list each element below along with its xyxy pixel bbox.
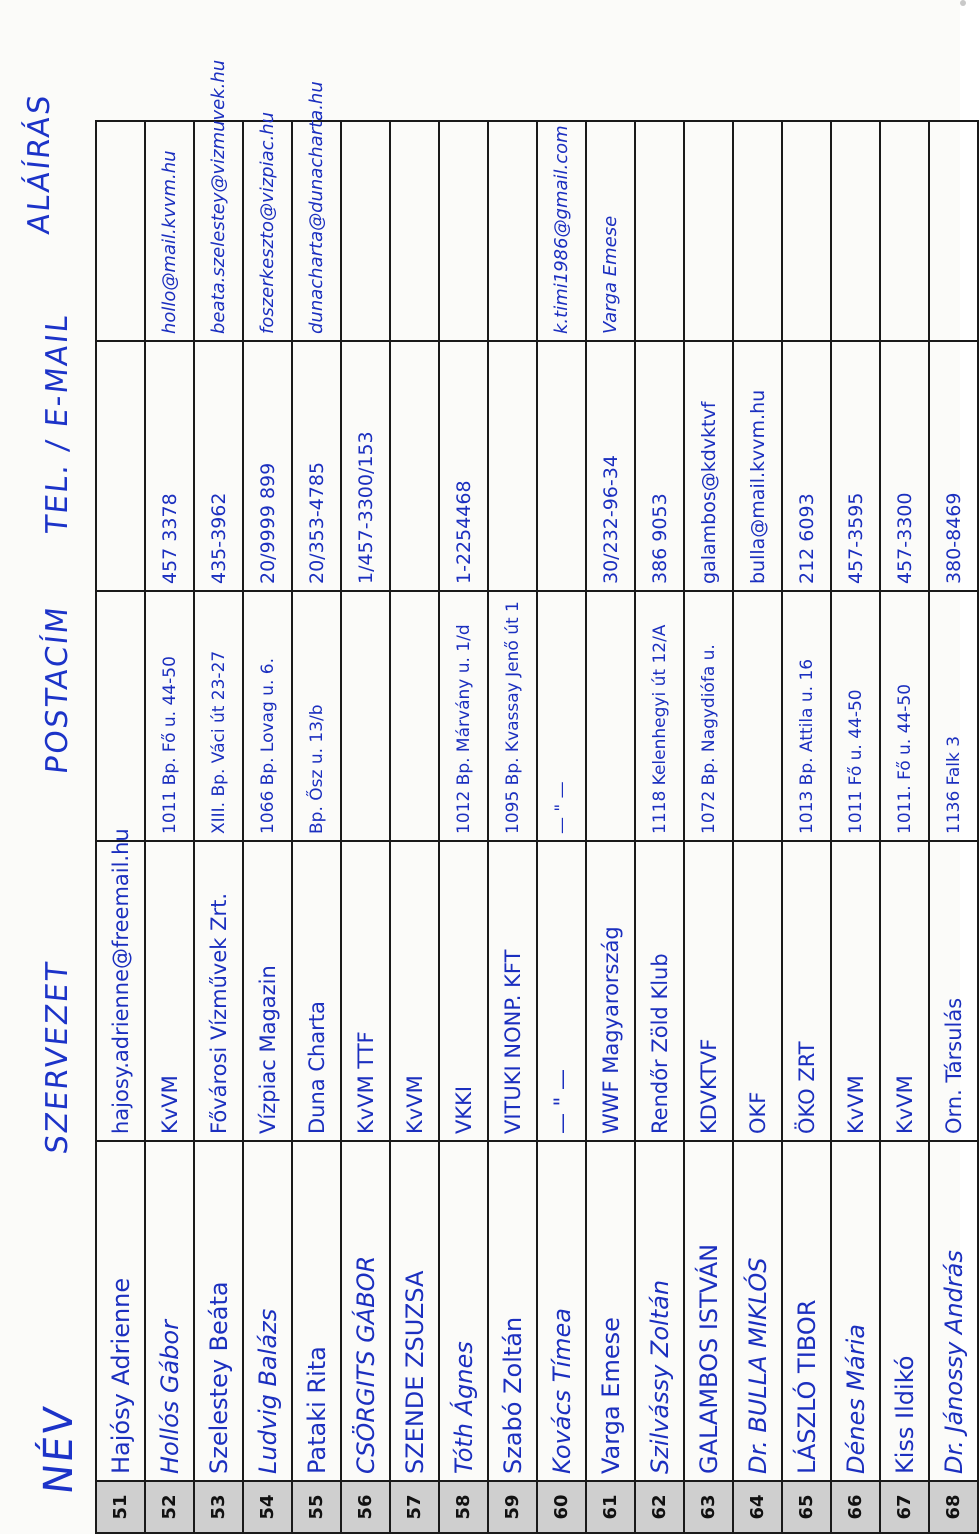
table-row: [733, 121, 782, 1533]
table-row: [194, 121, 243, 1533]
row-number: 57: [390, 1481, 439, 1533]
row-name: Ludvig Balázs: [243, 1141, 292, 1481]
row-signature: [341, 121, 390, 341]
row-name: Varga Emese: [586, 1141, 635, 1481]
row-tel: 1-2254468: [439, 341, 488, 591]
row-signature: [684, 121, 733, 341]
row-signature: k.timi1986@gmail.com: [537, 121, 586, 341]
row-address: 1066 Bp. Lovag u. 6.: [243, 591, 292, 841]
row-address: XIII. Bp. Váci út 23-27: [194, 591, 243, 841]
table-row: [96, 121, 145, 1533]
row-name: Szelestey Beáta: [194, 1141, 243, 1481]
row-tel: [96, 341, 145, 591]
row-number: 55: [292, 1481, 341, 1533]
row-organization: KvVM TTF: [341, 841, 390, 1141]
row-signature: [488, 121, 537, 341]
row-number: 62: [635, 1481, 684, 1533]
row-tel: 457-3300: [880, 341, 929, 591]
row-signature: [439, 121, 488, 341]
row-name: CSÖRGITS GÁBOR: [341, 1141, 390, 1481]
row-name: SZENDE ZSUZSA: [390, 1141, 439, 1481]
table-row: [831, 121, 880, 1533]
table-row: [537, 121, 586, 1533]
row-tel: 20/9999 899: [243, 341, 292, 591]
row-address: 1011. Fő u. 44-50: [880, 591, 929, 841]
table-row: [635, 121, 684, 1533]
row-tel: 386 9053: [635, 341, 684, 591]
row-name: Pataki Rita: [292, 1141, 341, 1481]
row-tel: 30/232-96-34: [586, 341, 635, 591]
row-name: Dr. BULLA MIKLÓS: [733, 1141, 782, 1481]
row-number: 60: [537, 1481, 586, 1533]
row-tel: bulla@mail.kvvm.hu: [733, 341, 782, 591]
row-number: 67: [880, 1481, 929, 1533]
row-signature: [635, 121, 684, 341]
table-row: [782, 121, 831, 1533]
row-name: Szilvássy Zoltán: [635, 1141, 684, 1481]
row-signature: [782, 121, 831, 341]
row-organization: KvVM: [390, 841, 439, 1141]
row-address: 1013 Bp. Attila u. 16: [782, 591, 831, 841]
roster-table: [95, 59, 979, 1534]
row-address: — " —: [537, 591, 586, 841]
row-signature: foszerkeszto@vizpiac.hu: [243, 121, 292, 341]
row-name: Dénes Mária: [831, 1141, 880, 1481]
row-number: 64: [733, 1481, 782, 1533]
row-signature: hollo@mail.kvvm.hu: [145, 121, 194, 341]
row-address: [390, 591, 439, 841]
row-address: Bp. Ősz u. 13/b: [292, 591, 341, 841]
table-row: [488, 121, 537, 1533]
row-organization: — " —: [537, 841, 586, 1141]
row-signature: Varga Emese: [586, 121, 635, 341]
row-number: 54: [243, 1481, 292, 1533]
row-address: 1012 Bp. Márvány u. 1/d: [439, 591, 488, 841]
row-number: 53: [194, 1481, 243, 1533]
row-address: 1118 Kelenhegyi út 12/A: [635, 591, 684, 841]
row-signature: [831, 121, 880, 341]
row-organization: Orn. Társulás: [929, 841, 978, 1141]
table-row: [586, 121, 635, 1533]
roster-body: [96, 59, 978, 1533]
table-row: [390, 121, 439, 1533]
row-signature: [929, 121, 978, 341]
header-address: POSTACÍM: [40, 603, 75, 776]
row-signature: [390, 121, 439, 341]
table-row: [929, 121, 978, 1533]
table-row: [439, 121, 488, 1533]
table-row: [145, 121, 194, 1533]
row-number: 58: [439, 1481, 488, 1533]
row-signature: [733, 121, 782, 341]
row-signature: dunacharta@dunacharta.hu: [292, 121, 341, 341]
header-tel-email: TEL. / E-MAIL: [40, 311, 75, 536]
row-address: 1011 Bp. Fő u. 44-50: [145, 591, 194, 841]
table-row: [243, 121, 292, 1533]
row-number: 52: [145, 1481, 194, 1533]
row-name: Dr. Jánossy András: [929, 1141, 978, 1481]
row-tel: 380-8469: [929, 341, 978, 591]
row-organization: KvVM: [145, 841, 194, 1141]
row-organization: WWF Magyarország: [586, 841, 635, 1141]
row-signature: [96, 121, 145, 341]
header-organization: SZERVEZET: [40, 959, 75, 1156]
row-signature: [880, 121, 929, 341]
row-organization: Fővárosi Vízművek Zrt.: [194, 841, 243, 1141]
row-organization: Vízpiac Magazin: [243, 841, 292, 1141]
header-name: NÉV: [36, 1403, 82, 1497]
row-address: [733, 591, 782, 841]
row-name: Kiss Ildikó: [880, 1141, 929, 1481]
row-address: [96, 591, 145, 841]
row-address: 1136 Falk 3: [929, 591, 978, 841]
row-number: 61: [586, 1481, 635, 1533]
row-organization: KDVKTVF: [684, 841, 733, 1141]
row-name: GALAMBOS ISTVÁN: [684, 1141, 733, 1481]
table-row: [684, 121, 733, 1533]
header-signature: ALÁÍRÁS: [22, 91, 57, 236]
row-number: 56: [341, 1481, 390, 1533]
row-signature: beata.szelestey@vizmuvek.hu: [194, 121, 243, 341]
row-name: Hollós Gábor: [145, 1141, 194, 1481]
row-number: 51: [96, 1481, 145, 1533]
row-name: LÁSZLÓ TIBOR: [782, 1141, 831, 1481]
row-number: 59: [488, 1481, 537, 1533]
row-tel: galambos@kdvktvf: [684, 341, 733, 591]
row-organization: hajosy.adrienne@freemail.hu: [96, 841, 145, 1141]
row-number: 63: [684, 1481, 733, 1533]
row-name: Szabó Zoltán: [488, 1141, 537, 1481]
table-row: [341, 121, 390, 1533]
row-tel: 212 6093: [782, 341, 831, 591]
row-tel: 457 3378: [145, 341, 194, 591]
table-row: [880, 121, 929, 1533]
row-organization: OKF: [733, 841, 782, 1141]
row-number: 65: [782, 1481, 831, 1533]
row-address: [341, 591, 390, 841]
row-tel: [390, 341, 439, 591]
row-name: Kovács Tímea: [537, 1141, 586, 1481]
row-number: 68: [929, 1481, 978, 1533]
table-row: [292, 121, 341, 1533]
row-tel: [537, 341, 586, 591]
row-address: 1011 Fő u. 44-50: [831, 591, 880, 841]
row-tel: 435-3962: [194, 341, 243, 591]
row-organization: KvVM: [831, 841, 880, 1141]
row-name: Hajósy Adrienne: [96, 1141, 145, 1481]
row-tel: [488, 341, 537, 591]
row-tel: 1/457-3300/153: [341, 341, 390, 591]
row-organization: Duna Charta: [292, 841, 341, 1141]
row-name: Tóth Ágnes: [439, 1141, 488, 1481]
row-organization: Rendőr Zöld Klub: [635, 841, 684, 1141]
row-address: 1072 Bp. Nagydiófa u.: [684, 591, 733, 841]
row-tel: 457-3595: [831, 341, 880, 591]
row-organization: VITUKI NONP. KFT: [488, 841, 537, 1141]
row-organization: ÖKO ZRT: [782, 841, 831, 1141]
row-organization: KvVM: [880, 841, 929, 1141]
header-row: [0, 0, 95, 1534]
row-organization: VKKI: [439, 841, 488, 1141]
row-address: 1095 Bp. Kvassay Jenő út 1: [488, 591, 537, 841]
row-address: [586, 591, 635, 841]
row-tel: 20/353-4785: [292, 341, 341, 591]
row-number: 66: [831, 1481, 880, 1533]
